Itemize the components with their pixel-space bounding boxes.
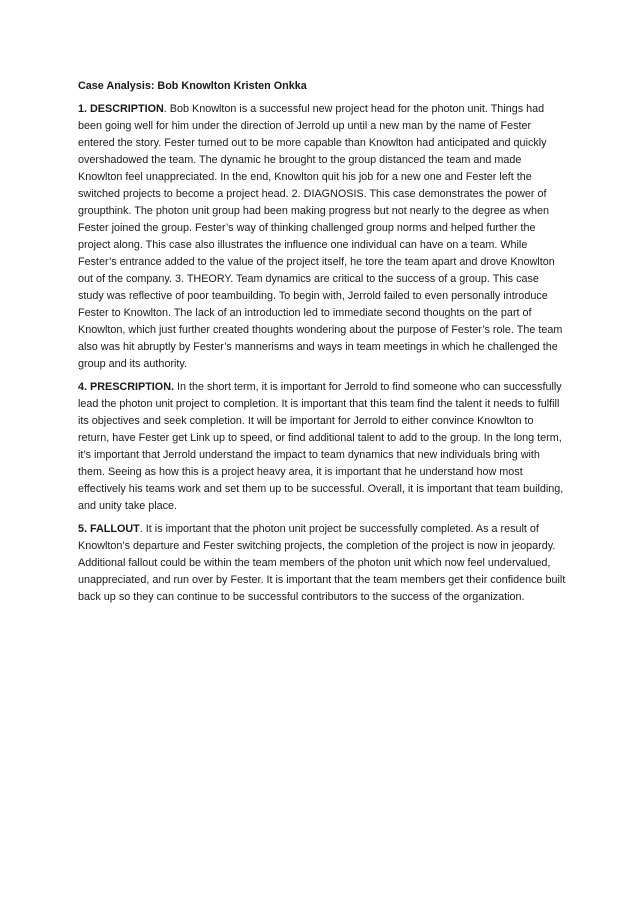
fallout-body: . It is important that the photon unit project be successfully completed. As a result of Knowlton’s departure and Fester switching projects, the completion of the project is now in jeopardy. Additional fallout could be within the team members of the photon unit which now feel undervalued, unappreciated, and run over by Fester. It is important that the team members get their confidence built back up so they can continue to be successful contributors to the success of the organization. (78, 523, 566, 603)
fallout-heading: 5. FALLOUT (78, 523, 140, 535)
prescription-heading: 4. PRESCRIPTION. (78, 381, 174, 393)
prescription-body: In the short term, it is important for Jerrold to find someone who can successfully lead the photon unit project to completion. It is important that this team find the talent it needs to fulfill its objectives and seek completion. It will be important for Jerrold to either convince Knowlton to return, have Fester get Link up to speed, or find additional talent to add to the group. In the long term, it’s important that Jerrold understand the impact to team dynamics that new individuals bring with them. Seeing as how this is a project heavy area, it is important that he understand how most effectively his teams work and set them up to be successful. Overall, it is important that team building, and unity take place. (78, 381, 564, 512)
document-title: Case Analysis: Bob Knowlton Kristen Onkka (78, 80, 307, 92)
description-body: . Bob Knowlton is a successful new project head for the photon unit. Things had been going well for him under the direction of Jerrold up until a new man by the name of Fester entered the story. Fester turned out to be more capable than Knowlton had anticipated and quickly overshadowed the team. The dynamic he brought to the group distanced the team and made Knowlton feel unappreciated. In the end, Knowlton quit his job for a new one and Fester left the switched projects to become a project head. 2. DIAGNOSIS. This case demonstrates the power of groupthink. The photon unit group had been making progress but not nearly to the degree as when Fester joined the group. Fester’s way of thinking challenged group norms and helped further the project along. This case also illustrates the influence one individual can have on a team. While Fester’s entrance added to the value of the project itself, he tore the team apart and drove Knowlton out of the company. 3. THEORY. Team dynamics are critical to the success of a group. This case study was reflective of poor teambuilding. To begin with, Jerrold failed to even personally introduce Fester to Knowlton. The lack of an introduction led to immediate second thoughts on the part of Knowlton, which just further created thoughts wondering about the purpose of Fester’s role. The team also was hit abruptly by Fester’s mannerisms and ways in team meetings in which he challenged the group and its authority. (78, 103, 563, 370)
fallout-paragraph (78, 521, 566, 606)
description-heading: 1. DESCRIPTION (78, 103, 164, 115)
description-paragraph (78, 101, 566, 373)
prescription-paragraph (78, 379, 566, 515)
document-page (78, 78, 566, 612)
